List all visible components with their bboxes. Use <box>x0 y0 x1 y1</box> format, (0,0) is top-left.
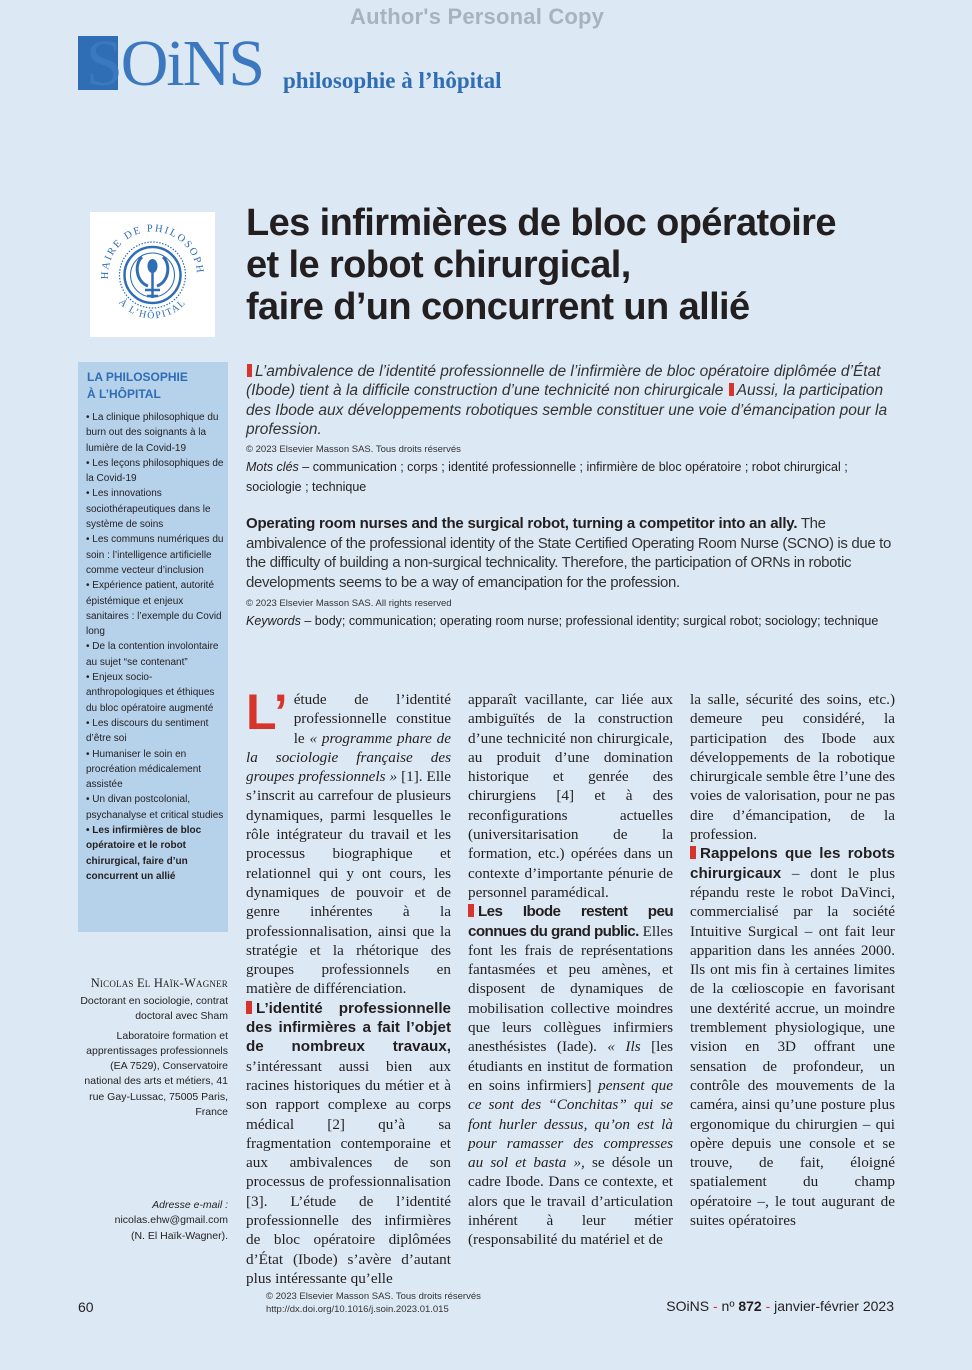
email-owner: (N. El Haïk-Wagner). <box>130 1229 228 1242</box>
sidebar-item: • Les leçons philosophiques de la Covid-19 <box>86 456 226 487</box>
keywords-fr-label: Mots clés <box>246 460 299 474</box>
footer-copyright-text: © 2023 Elsevier Masson SAS. Tous droits réservés <box>266 1291 481 1302</box>
series-sidebar <box>78 362 228 932</box>
svg-text:À L’HÔPITAL <box>116 296 188 321</box>
sidebar-title <box>87 369 222 403</box>
footer-journal-name: SOiNS <box>666 1298 710 1314</box>
keywords-fr: Mots clés – communication ; corps ; identité professionnelle ; infirmière de bloc opératoire ; robot chirurgical ; sociologie ; technique <box>246 460 848 494</box>
journal-logo: SOiNS <box>86 27 264 100</box>
quote-run: pensent que ce sont des “Conchitas” qui se font hurler dessus, qu’on est là pour ramasser des compresses au sol et basta » <box>468 1076 674 1172</box>
abstract-fr-part2: Aussi, la participation des Ibode aux développements robotiques semble constituer une voie d’émancipation pour la profession. <box>246 382 888 438</box>
abstract-en-text: The ambivalence of the professional identity of the State Certified Operating Room Nurse (SCNO) is due to the difficulty of building a non-surgical technicality. Therefore, the participation of ORNs in robotic developments seems to be a way of emancipation for the profession. <box>246 515 891 591</box>
quote-run: « programme phare de la sociologie française des groupes professionnels » <box>246 729 451 786</box>
drop-cap: L’ <box>246 684 288 740</box>
footer-journal <box>666 1298 894 1314</box>
email-label: Adresse e-mail : <box>152 1199 228 1211</box>
page-number: 60 <box>78 1299 94 1315</box>
copyright-fr: © 2023 Elsevier Masson SAS. Tous droits réservés <box>246 444 461 455</box>
title-line: faire d’un concurrent un allié <box>246 286 750 328</box>
separator: - <box>765 1298 771 1314</box>
author-block <box>78 976 228 1120</box>
paragraph-lead: L’identité professionnelle des infirmières a fait l’objet de nombreux travaux, <box>246 999 451 1056</box>
chair-logo-icon <box>90 212 215 337</box>
author-role: Doctorant en sociologie, contrat doctoral avec Sham <box>80 995 228 1023</box>
sidebar-item: • Les innovations sociothérapeutiques dans le système de soins <box>86 486 226 532</box>
sidebar-item: • Humaniser le soin en procréation médicalement assistée <box>86 747 226 793</box>
sidebar-item: • Un divan postcolonial, psychanalyse et critical studies <box>86 792 226 823</box>
sidebar-title-line: À L’HÔPITAL <box>87 387 161 401</box>
red-marker <box>246 1001 252 1014</box>
author-affiliation: Laboratoire formation et apprentissages professionnels (EA 7529), Conservatoire national des arts et métiers, 41 rue Gay-Lussac, 75005 Paris, France <box>84 1029 228 1119</box>
issue-number: 872 <box>738 1298 762 1314</box>
chair-logo-text-top: HAIRE DE PHILOSOPH <box>99 223 206 280</box>
red-marker <box>247 364 252 377</box>
text-run: [les étudiants en institut de formation en soins infirmiers] <box>468 1038 673 1094</box>
paragraph <box>468 902 673 1249</box>
issue-date: janvier-février 2023 <box>774 1298 894 1314</box>
sidebar-title-line: LA PHILOSOPHIE <box>87 370 188 384</box>
keywords-en: Keywords – body; communication; operating room nurse; professional identity; surgical robot; sociology; technique <box>246 614 879 628</box>
abstract-fr <box>246 362 896 439</box>
text-run: Elles font les frais de représentations fantasmées et peu amènes, et disposent de dynamiques de mobilisation collective moindres que leurs collègues infirmiers anesthésistes (Iade). <box>468 922 673 1056</box>
svg-text:CHAIRE DE PHILOSOPHIE <box>90 212 205 279</box>
footer-copyright <box>266 1290 481 1316</box>
author-name: Nicolas El Haïk-Wagner <box>90 976 228 990</box>
sidebar-item: • Les communs numériques du soin : l’intelligence artificielle comme vecteur d’inclusion <box>86 532 226 578</box>
sidebar-item: • Enjeux socio-anthropologiques et éthiques du bloc opératoire augmenté <box>86 670 226 716</box>
keywords-en-list: body; communication; operating room nurse; professional identity; surgical robot; sociology; technique <box>314 614 879 628</box>
text-run: – dont le plus répandu reste le robot DaVinci, commercialisé par la société Intuitive Surgical – ont fait leur apparition dans les années 2000. Ils ont mis fin à certaines limites de la cœlioscopie en favorisant une dextérité accrue, un moindre tremblement physiologique, une vision en 3D offrant une sensation de profondeur, un contrôle des mouvements de la caméra, ainsi qu’une posture plus ergonomique du chirurgien – qui opère depuis une console et se trouve, de fait, éloigné spatialement du champ opératoire –, le tout augurant de suites opératoires <box>690 864 895 1230</box>
abstract-en-title: Operating room nurses and the surgical robot, turning a competitor into an ally. <box>246 515 798 532</box>
paragraph <box>246 999 451 1288</box>
abstract-fr-part1: L’ambivalence de l’identité professionnelle de l’infirmière de bloc opératoire diplômée d’État (Ibode) tient à la difficile construction d’une technicité non chirurgicale <box>246 363 881 400</box>
article-title <box>246 202 926 328</box>
body-column-3 <box>690 690 895 1230</box>
text-run: étude de l’identité professionnelle constitue le <box>293 691 451 747</box>
section-name: philosophie à l’hôpital <box>283 68 502 93</box>
separator: - <box>712 1298 718 1314</box>
title-line: Les infirmières de bloc opératoire <box>246 202 836 244</box>
red-marker <box>468 904 474 917</box>
body-column-1 <box>246 684 451 1288</box>
sidebar-item: • Les discours du sentiment d’être soi <box>86 716 226 747</box>
chair-logo <box>90 212 215 337</box>
body-column-2 <box>468 690 673 1250</box>
text-run: s’intéressant aussi bien aux racines historiques du métier et à son rapport complexe au corps médical [2] qu’à sa fragmentation contemporaine et aux ambivalences de son processus de professionnalisation [3]. L’étude de l’identité professionnelle des infirmières de bloc opératoire diplômées d’État (Ibode) s’avère d’autant plus intéressante qu’elle <box>246 1057 451 1287</box>
abstract-en <box>246 514 896 592</box>
text-run: [1]. Elle s’inscrit au carrefour de plusieurs dynamiques, parmi lesquelles le rôle intégrateur du travail et les processus biographique et relationnel qui y ont cours, les dynamiques de pouvoir et de genre inhérentes à la professionnalisation, ainsi que la stratégie et la rhétorique des groupes professionnels en matière de différenciation. <box>246 768 451 998</box>
chair-logo-text-bottom: À L’HÔPITAL <box>116 296 189 322</box>
sidebar-list <box>86 410 226 884</box>
paragraph: apparaît vacillante, car liée aux ambiguïtés de la construction d’une technicité non chirurgicale, au produit d’une domination historique et genrée des chirurgiens [4] et à des reconfigurations actuelles (universitarisation de la formation, etc.) opérées dans un contexte d’importante pénurie de personnel paramédical. <box>468 691 673 901</box>
keywords-en-label: Keywords <box>246 614 301 628</box>
sidebar-item: • La clinique philosophique du burn out des soignants à la lumière de la Covid-19 <box>86 410 226 456</box>
paragraph-lead: Rappelons que les robots chirurgicaux <box>690 845 895 882</box>
red-marker <box>690 846 696 859</box>
email-address[interactable]: nicolas.ehw@gmail.com <box>114 1214 228 1227</box>
issue-prefix: nº <box>721 1298 735 1314</box>
paragraph <box>690 844 895 1230</box>
footer-doi[interactable]: http://dx.doi.org/10.1016/j.soin.2023.01.015 <box>266 1304 449 1315</box>
sidebar-item: • De la contention involontaire au sujet “se contenant” <box>86 639 226 670</box>
sidebar-item: • Expérience patient, autorité épistémique et enjeux sanitaires : l’exemple du Covid long <box>86 578 226 639</box>
paragraph <box>246 684 451 999</box>
sidebar-item-current: • Les infirmières de bloc opératoire et le robot chirurgical, faire d’un concurrent un allié <box>86 823 226 884</box>
title-line: et le robot chirurgical, <box>246 244 631 286</box>
copyright-en: © 2023 Elsevier Masson SAS. All rights reserved <box>246 598 452 609</box>
watermark: Author's Personal Copy <box>350 4 605 29</box>
paragraph-lead: Les Ibode restent peu connues du grand public. <box>468 903 673 940</box>
keywords-fr-list: communication ; corps ; identité professionnelle ; infirmière de bloc opératoire ; robot chirurgical ; sociologie ; technique <box>246 460 848 494</box>
quote-run: « Ils <box>607 1038 641 1056</box>
text-run: , se désole un cadre Ibode. Dans ce contexte, et alors que le travail d’articulation inhérent à leur métier (responsabilité du matériel et de <box>468 1154 673 1249</box>
email-block <box>78 1198 228 1244</box>
paragraph: la salle, sécurité des soins, etc.) demeure peu considéré, la participation des Ibode aux développements de la robotique chirurgicale semble être l’une des voies de valorisation, pour ne pas dire d’émancipation, de la profession. <box>690 691 895 844</box>
red-marker <box>729 383 734 396</box>
